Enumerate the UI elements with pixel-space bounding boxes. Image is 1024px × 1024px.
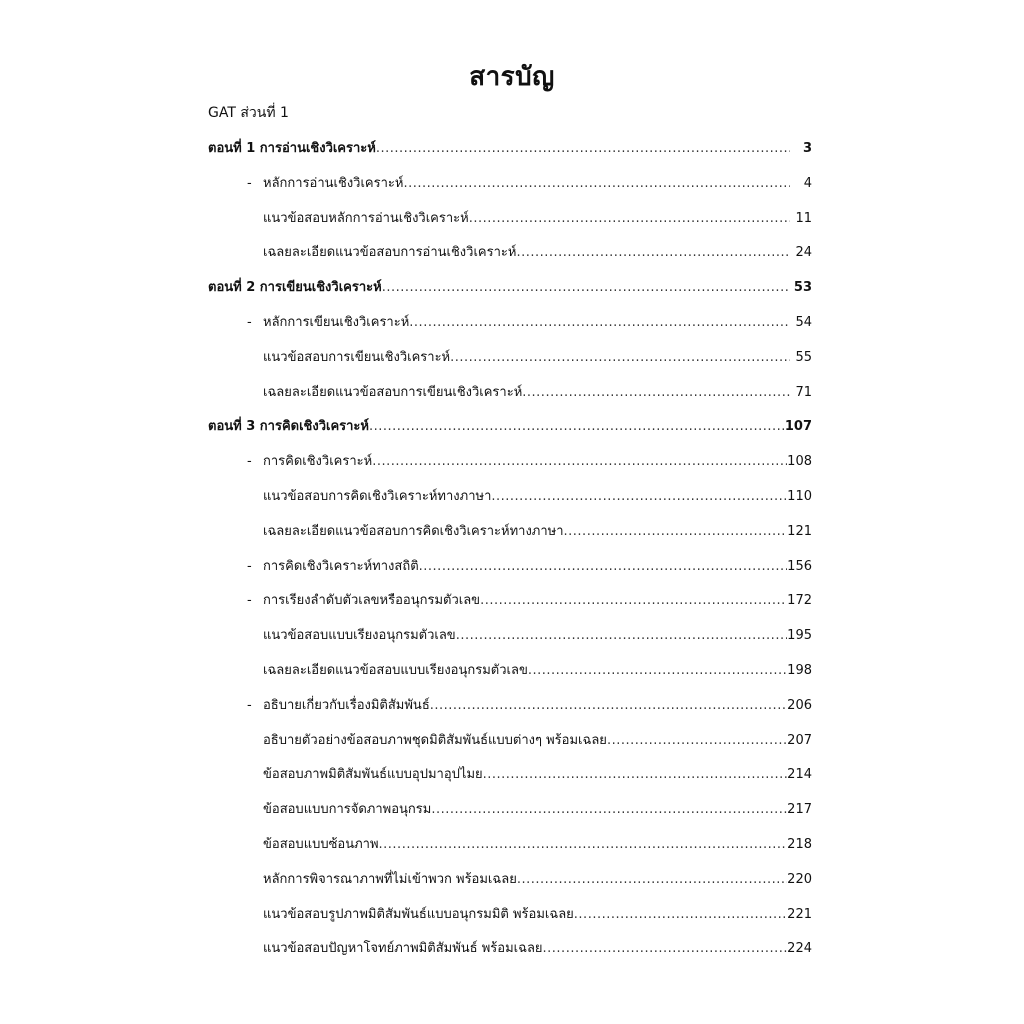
toc-page-number: 156 <box>787 558 812 574</box>
toc-entry <box>208 279 812 297</box>
toc-page-number: 11 <box>795 210 812 226</box>
toc-entry <box>263 384 812 402</box>
toc-bullet: - <box>247 593 252 609</box>
toc-page-number: 217 <box>787 802 812 818</box>
toc-entry <box>208 418 812 436</box>
toc-entry-label: ตอนที่ 2 การเขียนเชิงวิเคราะห์ <box>208 280 382 296</box>
toc-entry-label: ข้อสอบภาพมิติสัมพันธ์แบบอุปมาอุปไมย <box>263 767 483 783</box>
toc-dot-leader <box>376 140 790 158</box>
toc-dot-leader <box>528 662 787 680</box>
toc-dot-leader <box>491 488 787 506</box>
toc-entry <box>263 210 812 228</box>
toc-page-number: 24 <box>795 245 812 261</box>
toc-page-number: 54 <box>795 315 812 330</box>
toc-bullet: - <box>247 454 252 470</box>
toc-entry <box>263 871 812 889</box>
toc-page-number: 214 <box>787 767 812 783</box>
toc-page-number: 107 <box>784 419 812 435</box>
toc-entry-label: หลักการพิจารณาภาพที่ไม่เข้าพวก พร้อมเฉลย <box>263 871 517 887</box>
toc-dot-leader <box>403 175 790 193</box>
toc-entry <box>247 592 812 610</box>
toc-page-number: 198 <box>787 663 812 678</box>
toc-dot-leader <box>450 349 790 367</box>
toc-entry <box>247 558 812 576</box>
toc-entry <box>263 801 812 819</box>
toc-entry <box>263 349 812 367</box>
toc-entry <box>263 662 812 680</box>
toc-entry-label: ข้อสอบแบบการจัดภาพอนุกรม <box>263 802 432 818</box>
toc-page-number: 207 <box>787 732 812 748</box>
toc-entry-label: อธิบายเกี่ยวกับเรื่องมิติสัมพันธ์ <box>263 697 430 713</box>
toc-entry <box>263 627 812 645</box>
toc-dot-leader <box>517 871 787 889</box>
toc-entry-label: ข้อสอบแบบซ้อนภาพ <box>263 837 379 852</box>
toc-dot-leader <box>483 766 788 784</box>
toc-page-number: 221 <box>787 906 812 922</box>
toc-dot-leader <box>522 384 790 402</box>
toc-bullet: - <box>247 558 252 574</box>
toc-entry-label: แนวข้อสอบการคิดเชิงวิเคราะห์ทางภาษา <box>263 489 492 504</box>
toc-entry <box>247 453 812 471</box>
toc-entry <box>263 906 812 924</box>
toc-entry-label: ตอนที่ 1 การอ่านเชิงวิเคราะห์ <box>208 141 376 156</box>
toc-entry <box>208 140 812 158</box>
toc-entry-label: ตอนที่ 3 การคิดเชิงวิเคราะห์ <box>208 419 369 435</box>
toc-dot-leader <box>469 210 790 228</box>
toc-entry <box>263 940 812 958</box>
toc-entry-label: เฉลยละเอียดแนวข้อสอบการเขียนเชิงวิเคราะห์ <box>263 384 523 400</box>
toc-entry-label: แนวข้อสอบหลักการอ่านเชิงวิเคราะห์ <box>263 210 469 226</box>
toc-entry <box>247 314 812 332</box>
toc-entry-label: แนวข้อสอบการเขียนเชิงวิเคราะห์ <box>263 349 451 365</box>
toc-entry-label: แนวข้อสอบแบบเรียงอนุกรมตัวเลข <box>263 628 456 644</box>
toc-page-number: 3 <box>802 141 812 156</box>
section-heading: GAT ส่วนที่ 1 <box>208 105 289 121</box>
toc-dot-leader <box>431 801 787 819</box>
toc-page-number: 195 <box>787 628 812 644</box>
toc-entry-label: การเรียงลำดับตัวเลขหรืออนุกรมตัวเลข <box>263 593 481 609</box>
toc-dot-leader <box>430 697 787 715</box>
toc-page-number: 4 <box>803 175 812 191</box>
toc-page-number: 224 <box>787 941 812 957</box>
toc-dot-leader <box>543 940 788 958</box>
toc-entry-label: การคิดเชิงวิเคราะห์ <box>263 454 373 470</box>
toc-page-number: 110 <box>787 489 812 504</box>
toc-entry-label: เฉลยละเอียดแนวข้อสอบการคิดเชิงวิเคราะห์ทางภาษา <box>263 523 564 539</box>
toc-dot-leader <box>369 418 785 436</box>
toc-page-number: 53 <box>793 280 812 296</box>
toc-dot-leader <box>456 627 787 645</box>
toc-dot-leader <box>419 558 788 576</box>
toc-entry <box>263 523 812 541</box>
toc-page-number: 71 <box>795 384 812 400</box>
toc-dot-leader <box>409 314 790 332</box>
toc-page-number: 206 <box>787 697 812 713</box>
toc-entry <box>263 732 812 750</box>
toc-dot-leader <box>574 906 787 924</box>
toc-dot-leader <box>480 592 787 610</box>
toc-page-number: 55 <box>795 349 812 365</box>
toc-page-number: 220 <box>787 871 812 887</box>
toc-page-number: 218 <box>787 837 812 852</box>
toc-entry <box>247 697 812 715</box>
toc-bullet: - <box>247 315 252 330</box>
toc-entry <box>263 244 812 262</box>
toc-page-number: 172 <box>787 593 812 609</box>
toc-dot-leader <box>372 453 787 471</box>
toc-entry-label: แนวข้อสอบปัญหาโจทย์ภาพมิติสัมพันธ์ พร้อมเฉลย <box>263 941 543 957</box>
toc-bullet: - <box>247 697 252 713</box>
toc-entry <box>263 836 812 854</box>
toc-entry-label: อธิบายตัวอย่างข้อสอบภาพชุดมิติสัมพันธ์แบบต่างๆ พร้อมเฉลย <box>263 732 607 748</box>
toc-entry-label: หลักการเขียนเชิงวิเคราะห์ <box>263 315 410 330</box>
toc-entry-label: การคิดเชิงวิเคราะห์ทางสถิติ <box>263 558 419 574</box>
toc-entry-label: เฉลยละเอียดแนวข้อสอบการอ่านเชิงวิเคราะห์ <box>263 245 517 261</box>
toc-page-number: 108 <box>787 454 812 470</box>
toc-page-number: 121 <box>787 523 812 539</box>
toc-entry <box>247 175 812 193</box>
toc-entry <box>263 488 812 506</box>
toc-entry-label: แนวข้อสอบรูปภาพมิติสัมพันธ์แบบอนุกรมมิติ พร้อมเฉลย <box>263 906 574 922</box>
toc-entry <box>263 766 812 784</box>
toc-dot-leader <box>516 244 790 262</box>
toc-dot-leader <box>607 732 787 750</box>
toc-entry-label: เฉลยละเอียดแนวข้อสอบแบบเรียงอนุกรมตัวเลข <box>263 663 528 678</box>
toc-dot-leader <box>382 279 790 297</box>
toc-dot-leader <box>564 523 788 541</box>
page-title: สารบัญ <box>469 62 555 92</box>
toc-entry-label: หลักการอ่านเชิงวิเคราะห์ <box>263 175 404 191</box>
toc-bullet: - <box>247 175 252 191</box>
toc-dot-leader <box>379 836 788 854</box>
